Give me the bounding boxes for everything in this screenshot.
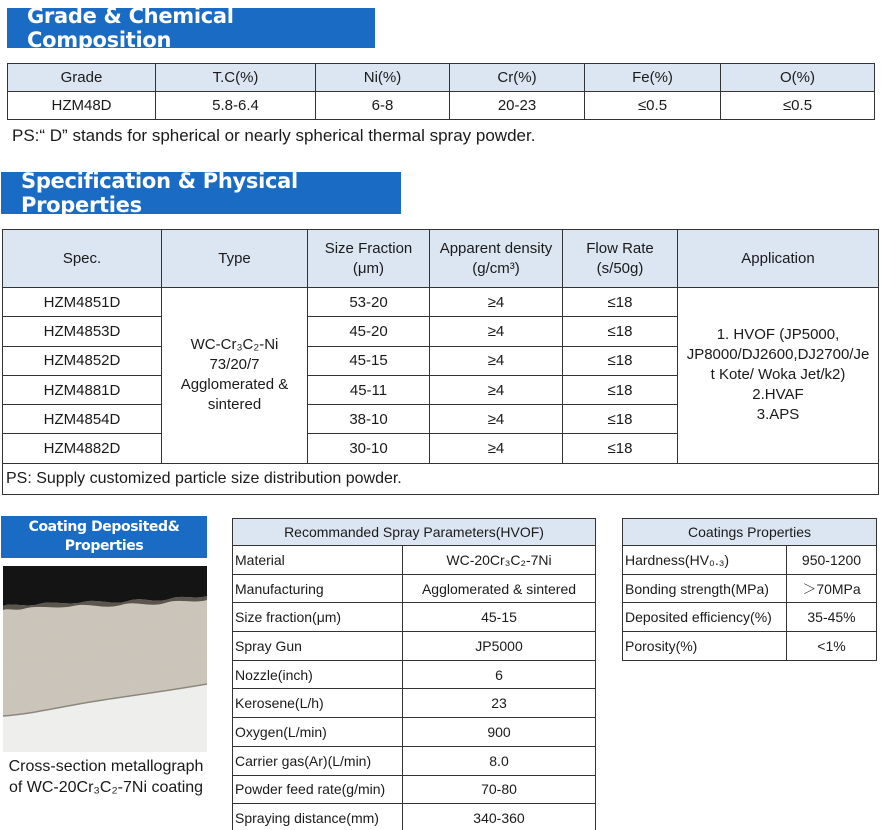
table-row bbox=[233, 804, 596, 830]
param-value: 6 bbox=[403, 660, 596, 689]
param-value: WC-20Cr₃C₂-7Ni bbox=[403, 546, 596, 575]
spec-code: HZM4882D bbox=[3, 434, 162, 463]
coatings-title: Coatings Properties bbox=[623, 519, 877, 546]
table-row bbox=[233, 746, 596, 775]
param-key: Kerosene(L/h) bbox=[233, 689, 403, 718]
application-line: 3.APS bbox=[756, 406, 800, 424]
grade-section-title: Grade & Chemical Composition bbox=[7, 8, 375, 48]
header-line: Apparent density bbox=[439, 239, 553, 257]
type-line: sintered bbox=[207, 396, 262, 414]
application-cell bbox=[678, 288, 879, 464]
coating-key: Porosity(%) bbox=[623, 632, 787, 661]
flow-cell: ≤18 bbox=[563, 405, 678, 434]
spec-properties-table bbox=[2, 229, 879, 495]
density-cell: ≥4 bbox=[430, 434, 563, 463]
application-line: 2.HVAF bbox=[752, 386, 804, 404]
grade-header-row bbox=[8, 64, 875, 92]
spec-code: HZM4854D bbox=[3, 405, 162, 434]
table-row bbox=[3, 288, 879, 317]
header-line: Flow Rate bbox=[586, 239, 654, 257]
param-key: Spraying distance(mm) bbox=[233, 804, 403, 830]
grade-cell: HZM48D bbox=[8, 92, 156, 120]
params-title: Recommanded Spray Parameters(HVOF) bbox=[233, 519, 596, 546]
flow-cell: ≤18 bbox=[563, 375, 678, 404]
coating-key: Deposited efficiency(%) bbox=[623, 603, 787, 632]
coating-key: Bonding strength(MPa) bbox=[623, 574, 787, 603]
table-row bbox=[623, 603, 877, 632]
table-row bbox=[623, 546, 877, 575]
grade-cell: 20-23 bbox=[450, 92, 585, 120]
flow-cell: ≤18 bbox=[563, 434, 678, 463]
application-line: JP8000/DJ2600,DJ2700/Je bbox=[686, 346, 870, 364]
spec-header-application: Application bbox=[678, 230, 879, 288]
coating-section-title bbox=[1, 516, 207, 558]
table-row bbox=[8, 92, 875, 120]
header-line: (s/50g) bbox=[596, 259, 644, 277]
size-cell: 53-20 bbox=[308, 288, 430, 317]
grade-cell: 5.8-6.4 bbox=[156, 92, 316, 120]
type-line: 73/20/7 bbox=[209, 356, 260, 374]
grade-composition-table bbox=[7, 63, 875, 120]
spec-code: HZM4852D bbox=[3, 346, 162, 375]
coating-title-line: Properties bbox=[64, 538, 144, 554]
header-line: Size Fraction bbox=[324, 239, 413, 257]
param-key: Size fraction(μm) bbox=[233, 603, 403, 632]
flow-cell: ≤18 bbox=[563, 346, 678, 375]
application-line: 1. HVOF (JP5000, bbox=[716, 326, 840, 344]
table-row bbox=[233, 775, 596, 804]
param-key: Oxygen(L/min) bbox=[233, 718, 403, 747]
grade-cell: 6-8 bbox=[316, 92, 450, 120]
density-cell: ≥4 bbox=[430, 288, 563, 317]
coating-value: 35-45% bbox=[787, 603, 877, 632]
header-line: (μm) bbox=[352, 259, 385, 277]
param-key: Powder feed rate(g/min) bbox=[233, 775, 403, 804]
spec-ps-note: PS: Supply customized particle size distribution powder. bbox=[3, 463, 879, 494]
table-row bbox=[233, 603, 596, 632]
coating-title-line: Coating Deposited& bbox=[28, 519, 180, 535]
spray-parameters-table bbox=[232, 518, 596, 830]
caption-line: Cross-section metallograph bbox=[8, 758, 204, 775]
param-value: 70-80 bbox=[403, 775, 596, 804]
table-row bbox=[233, 660, 596, 689]
param-key: Material bbox=[233, 546, 403, 575]
size-cell: 30-10 bbox=[308, 434, 430, 463]
size-cell: 45-15 bbox=[308, 346, 430, 375]
metallograph-svg bbox=[3, 566, 207, 752]
table-row bbox=[233, 574, 596, 603]
coating-value: 950-1200 bbox=[787, 546, 877, 575]
param-value: JP5000 bbox=[403, 632, 596, 661]
flow-cell: ≤18 bbox=[563, 317, 678, 346]
param-value: Agglomerated & sintered bbox=[403, 574, 596, 603]
coating-key: Hardness(HV₀.₃) bbox=[623, 546, 787, 575]
spec-header-size bbox=[308, 230, 430, 288]
density-cell: ≥4 bbox=[430, 346, 563, 375]
params-header-row bbox=[233, 519, 596, 546]
table-row bbox=[233, 546, 596, 575]
table-row bbox=[233, 689, 596, 718]
table-row bbox=[233, 632, 596, 661]
size-cell: 38-10 bbox=[308, 405, 430, 434]
grade-header-cell: O(%) bbox=[721, 64, 875, 92]
table-row bbox=[233, 718, 596, 747]
spec-header-type: Type bbox=[162, 230, 308, 288]
type-line: WC-Cr₃C₂-Ni bbox=[190, 336, 279, 354]
param-value: 45-15 bbox=[403, 603, 596, 632]
density-cell: ≥4 bbox=[430, 375, 563, 404]
metallograph-caption bbox=[1, 756, 211, 798]
metallograph-image bbox=[3, 566, 207, 752]
grade-header-cell: Fe(%) bbox=[585, 64, 721, 92]
coatings-header-row bbox=[623, 519, 877, 546]
param-value: 340-360 bbox=[403, 804, 596, 830]
spec-header-row bbox=[3, 230, 879, 288]
type-cell bbox=[162, 288, 308, 464]
param-key: Manufacturing bbox=[233, 574, 403, 603]
spec-code: HZM4881D bbox=[3, 375, 162, 404]
spec-header-density bbox=[430, 230, 563, 288]
table-row bbox=[623, 574, 877, 603]
size-cell: 45-11 bbox=[308, 375, 430, 404]
param-key: Spray Gun bbox=[233, 632, 403, 661]
spec-ps-row bbox=[3, 463, 879, 494]
spec-code: HZM4853D bbox=[3, 317, 162, 346]
grade-ps-note: PS:“ D” stands for spherical or nearly spherical thermal spray powder. bbox=[12, 126, 536, 145]
spec-header-spec: Spec. bbox=[3, 230, 162, 288]
spec-code: HZM4851D bbox=[3, 288, 162, 317]
param-key: Carrier gas(Ar)(L/min) bbox=[233, 746, 403, 775]
caption-line: of WC-20Cr₃C₂-7Ni coating bbox=[8, 779, 204, 796]
density-cell: ≥4 bbox=[430, 317, 563, 346]
grade-header-cell: Ni(%) bbox=[316, 64, 450, 92]
grade-header-cell: T.C(%) bbox=[156, 64, 316, 92]
spec-header-flow bbox=[563, 230, 678, 288]
param-key: Nozzle(inch) bbox=[233, 660, 403, 689]
density-cell: ≥4 bbox=[430, 405, 563, 434]
grade-header-cell: Cr(%) bbox=[450, 64, 585, 92]
size-cell: 45-20 bbox=[308, 317, 430, 346]
coatings-properties-table bbox=[622, 518, 877, 661]
coating-value: ＞70MPa bbox=[787, 574, 877, 603]
grade-cell: ≤0.5 bbox=[721, 92, 875, 120]
coating-value: <1% bbox=[787, 632, 877, 661]
param-value: 8.0 bbox=[403, 746, 596, 775]
grade-header-cell: Grade bbox=[8, 64, 156, 92]
param-value: 900 bbox=[403, 718, 596, 747]
type-line: Agglomerated & bbox=[180, 376, 289, 394]
table-row bbox=[623, 632, 877, 661]
header-line: (g/cm³) bbox=[472, 259, 520, 277]
spec-section-title: Specification & Physical Properties bbox=[1, 172, 401, 214]
flow-cell: ≤18 bbox=[563, 288, 678, 317]
application-line: t Kote/ Woka Jet/k2) bbox=[710, 366, 846, 384]
grade-cell: ≤0.5 bbox=[585, 92, 721, 120]
param-value: 23 bbox=[403, 689, 596, 718]
